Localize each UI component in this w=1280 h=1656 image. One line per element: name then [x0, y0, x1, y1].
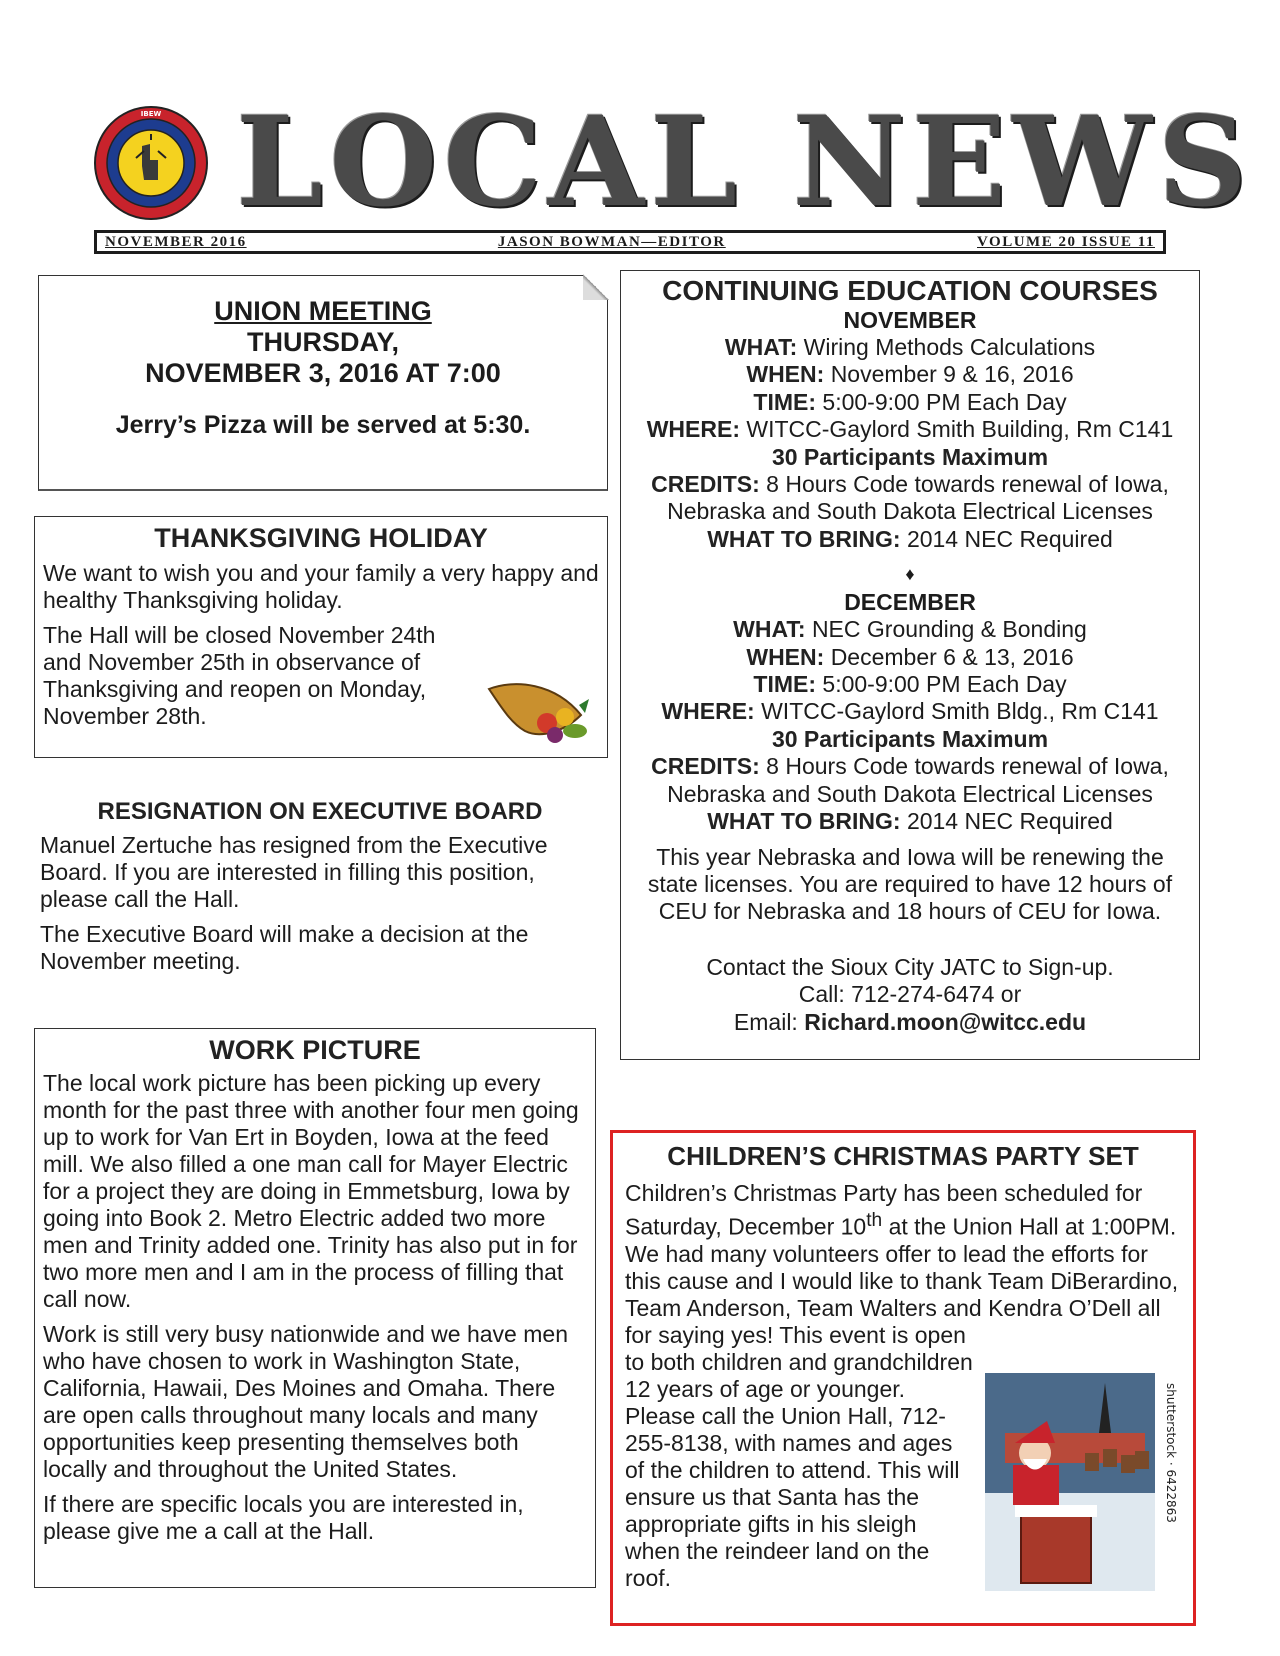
when-label: WHEN: — [746, 361, 825, 388]
credits-label: CREDITS: — [651, 471, 760, 498]
christmas-party-section — [610, 1130, 1196, 1626]
work-picture-paragraph-1: The local work picture has been picking up every month for the past three with another four men going up to work for Van Ert in Boyden, Iowa at the feed mill. We also filled a one man call for Mayer Electric for a project they are doing in Emmetsburg, Iowa by going into Book 2. Metro Electric added two more men and Trinity added one. Trinity has also put in for two more men and I am in the process of filling that call now. — [43, 1070, 579, 1312]
diamond-separator-icon: ♦ — [905, 564, 915, 585]
union-meeting-date: NOVEMBER 3, 2016 AT 7:00 — [145, 358, 501, 388]
course-max: 30 Participants Maximum — [771, 725, 1049, 752]
education-heading: CONTINUING EDUCATION COURSES — [662, 275, 1158, 306]
image-credit: shutterstock · 6422863 — [1164, 1383, 1178, 1523]
course-where: WITCC-Gaylord Smith Building, Rm C141 — [746, 416, 1174, 443]
union-meeting-day: THURSDAY, — [246, 327, 400, 357]
ibew-seal-logo — [92, 104, 210, 222]
time-label: TIME: — [753, 671, 817, 698]
course-where: WITCC-Gaylord Smith Bldg., Rm C141 — [761, 698, 1159, 725]
thanksgiving-paragraph-2: The Hall will be closed November 24th and November 25th in observance of Thanksgiving and reopen on Monday, November 28th. — [43, 622, 436, 729]
education-email-link[interactable]: Richard.moon@witcc.edu — [804, 1008, 1087, 1035]
union-meeting-notice — [38, 275, 608, 491]
course-time: 5:00-9:00 PM Each Day — [822, 388, 1067, 415]
credits-label: CREDITS: — [651, 753, 760, 780]
what-label: WHAT: — [724, 334, 798, 360]
cornucopia-icon — [485, 669, 593, 747]
where-label: WHERE: — [661, 698, 755, 725]
course-time: 5:00-9:00 PM Each Day — [822, 671, 1067, 698]
work-picture-paragraph-3: If there are specific locals you are interested in, please give me a call at the Hall. — [43, 1491, 524, 1544]
christmas-heading: CHILDREN’S CHRISTMAS PARTY SET — [667, 1141, 1139, 1171]
santa-chimney-image — [985, 1373, 1178, 1591]
resignation-heading: RESIGNATION ON EXECUTIVE BOARD — [97, 798, 543, 825]
union-meeting-title: UNION MEETING — [214, 296, 432, 326]
svg-text:IBEW: IBEW — [140, 110, 162, 118]
bring-label: WHAT TO BRING: — [707, 525, 901, 552]
volume-issue: VOLUME 20 ISSUE 11 — [977, 233, 1155, 250]
union-meeting-food: Jerry’s Pizza will be served at 5:30. — [115, 411, 531, 439]
course-what: Wiring Methods Calculations — [803, 334, 1096, 360]
course-credits: 8 Hours Code towards renewal of Iowa, — [766, 471, 1169, 498]
continuing-education-section — [620, 270, 1200, 1060]
editor-credit: JASON BOWMAN—EDITOR — [497, 233, 726, 250]
thanksgiving-section — [34, 516, 608, 758]
course-credits-2: Nebraska and South Dakota Electrical Licenses — [667, 498, 1153, 525]
thanksgiving-heading: THANKSGIVING HOLIDAY — [154, 523, 488, 553]
course-bring: 2014 NEC Required — [906, 525, 1113, 552]
christmas-sup: th — [866, 1210, 883, 1231]
education-note: This year Nebraska and Iowa will be renewing the state licenses. You are required to have 12 hours of CEU for Nebraska and 18 hours of CEU for Iowa. — [647, 843, 1173, 925]
christmas-paragraph-details: to both children and grandchildren 12 years of age or younger. Please call the Union Hall, 712-255-8138, with names and ages of the children to attend. This will ensure us that Santa has the appropriate gifts in his sleigh when the reindeer land on the roof. — [625, 1348, 973, 1591]
course-credits-2: Nebraska and South Dakota Electrical Licenses — [667, 780, 1153, 807]
course-november — [625, 307, 1195, 553]
bring-label: WHAT TO BRING: — [707, 808, 901, 835]
education-contact: Contact the Sioux City JATC to Sign-up. — [706, 953, 1114, 980]
course-when: December 6 & 13, 2016 — [830, 643, 1074, 670]
course-month: NOVEMBER — [843, 307, 977, 333]
email-label: Email: — [733, 1008, 798, 1035]
resignation-section — [40, 798, 600, 975]
course-credits: 8 Hours Code towards renewal of Iowa, — [766, 753, 1169, 780]
time-label: TIME: — [753, 388, 817, 415]
resignation-paragraph-2: The Executive Board will make a decision at the November meeting. — [40, 921, 529, 974]
newsletter-title: LOCAL NEWS — [236, 90, 1254, 235]
resignation-paragraph-1: Manuel Zertuche has resigned from the Executive Board. If you are interested in filling this position, please call the Hall. — [40, 832, 548, 912]
education-call: Call: 712-274-6474 or — [798, 981, 1022, 1008]
course-bring: 2014 NEC Required — [906, 808, 1113, 835]
christmas-text-b: at the Union Hall at 1:00PM. We had many volunteers offer to lead the efforts for this cause and I would like to thank Team DiBerardino, Team Anderson, Team Walters and Kendra O’Dell all for saying yes! This event is open — [625, 1213, 1179, 1348]
work-picture-heading: WORK PICTURE — [209, 1035, 421, 1065]
issue-date: NOVEMBER 2016 — [105, 233, 247, 250]
course-what: NEC Grounding & Bonding — [811, 616, 1087, 643]
work-picture-paragraph-2: Work is still very busy nationwide and we have men who have chosen to work in Washington State, California, Hawaii, Des Moines and Omaha. There are open calls throughout many locals and many opportunities keep presenting themselves both locally and throughout the United States. — [43, 1321, 568, 1482]
christmas-paragraph-main — [625, 1180, 1181, 1349]
course-month: DECEMBER — [844, 589, 976, 616]
work-picture-section — [34, 1028, 596, 1588]
when-label: WHEN: — [746, 643, 825, 670]
masthead-info-bar — [94, 230, 1166, 254]
course-when: November 9 & 16, 2016 — [830, 361, 1074, 388]
course-december — [625, 589, 1195, 835]
thanksgiving-paragraph-1: We want to wish you and your family a very happy and healthy Thanksgiving holiday. — [43, 560, 599, 613]
page-fold-decoration — [583, 274, 609, 300]
where-label: WHERE: — [646, 416, 740, 443]
course-max: 30 Participants Maximum — [771, 443, 1049, 470]
christmas-text-a: Children’s Christmas Party has been scheduled for Saturday, December 10 — [625, 1180, 1143, 1240]
what-label: WHAT: — [733, 616, 806, 643]
